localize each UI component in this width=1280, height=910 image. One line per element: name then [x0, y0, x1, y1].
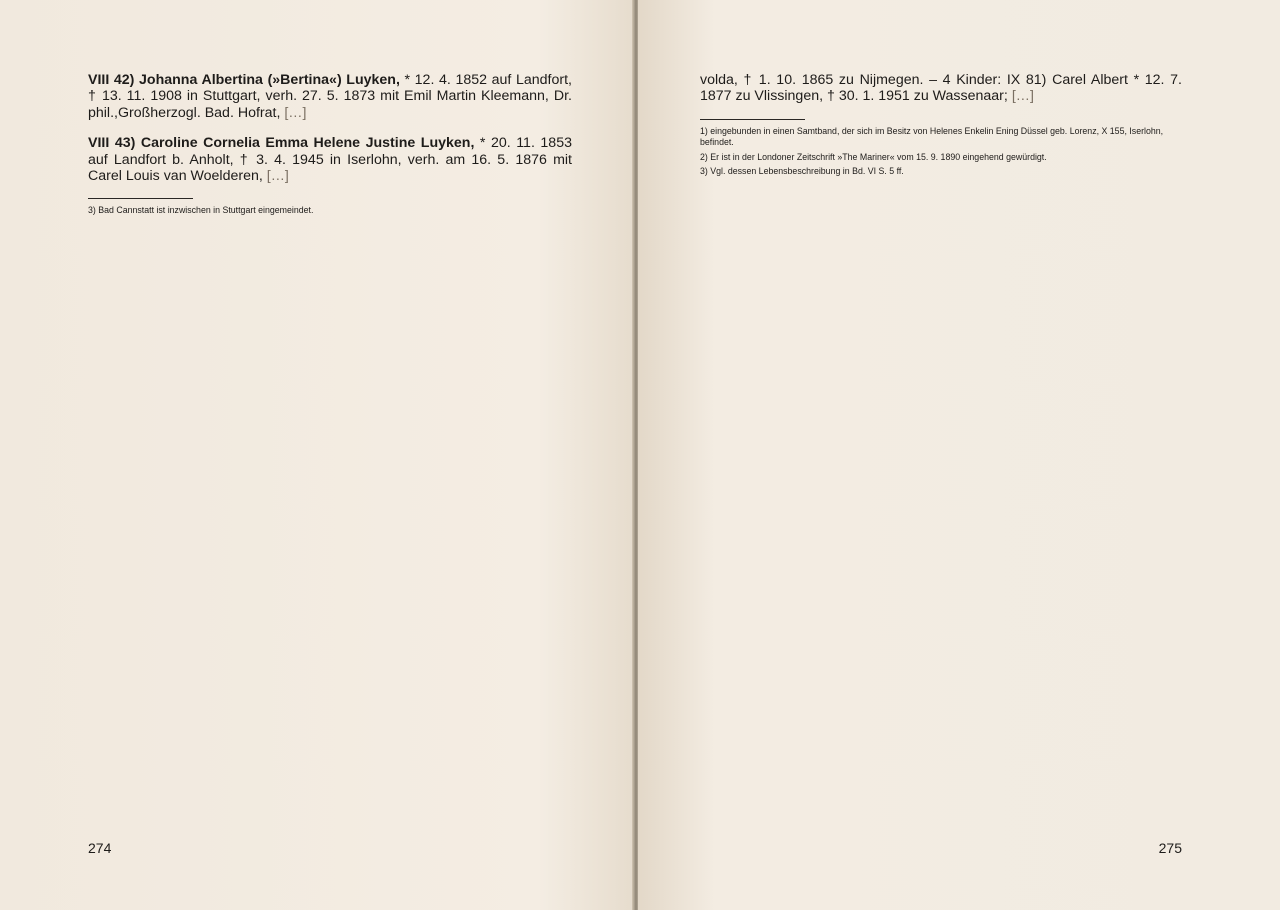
entry-excerpt: * 20. 11. 1853 auf Landfort b. Anholt, † 3. 4. 1945 in Iserlohn, verh. am 16. 5. 1876 mit Carel Louis van Woelderen,: [88, 135, 572, 185]
elided-text: […]: [284, 104, 307, 121]
entry-continuation: [700, 72, 1182, 105]
entry-excerpt: * 12. 4. 1852 auf Landfort, † 13. 11. 1908 in Stuttgart, verh. 27. 5. 1873 mit Emil Martin Kleemann, Dr. phil.,Großherzogl. Bad. Hofrat,: [88, 72, 572, 121]
elided-text: […]: [266, 168, 289, 185]
entry-viii-42: [88, 72, 572, 121]
elided-text: […]: [1011, 88, 1034, 105]
footnote: 3) Bad Cannstatt ist inzwischen in Stuttgart eingemeindet.: [88, 205, 314, 216]
entry-viii-43: [88, 135, 572, 184]
left-page: [0, 0, 634, 910]
entry-heading: VIII 42) Johanna Albertina (»Bertina«) Luyken,: [88, 72, 400, 88]
footnote: 3) Vgl. dessen Lebensbeschreibung in Bd. VI S. 5 ff.: [700, 166, 904, 177]
footnote: 1) eingebunden in einen Samtband, der sich im Besitz von Helenes Enkelin Ening Düssel geb. Lorenz, X 155, Iserlohn, befindet.: [700, 125, 1164, 148]
footnote-divider: [88, 198, 193, 199]
entry-excerpt: volda, † 1. 10. 1865 zu Nijmegen. – 4 Kinder: IX 81) Carel Albert * 12. 7. 1877 zu Vlissingen, † 30. 1. 1951 zu Wassenaar;: [700, 72, 1182, 105]
page-number: 274: [88, 840, 112, 856]
right-page: [638, 0, 1280, 910]
footnote-divider: [700, 119, 805, 120]
entry-heading: VIII 43) Caroline Cornelia Emma Helene Justine Luyken,: [88, 135, 475, 152]
page-number: 275: [1158, 840, 1182, 856]
footnote: 2) Er ist in der Londoner Zeitschrift »The Mariner« vom 15. 9. 1890 eingehend gewürdigt.: [700, 151, 1047, 162]
